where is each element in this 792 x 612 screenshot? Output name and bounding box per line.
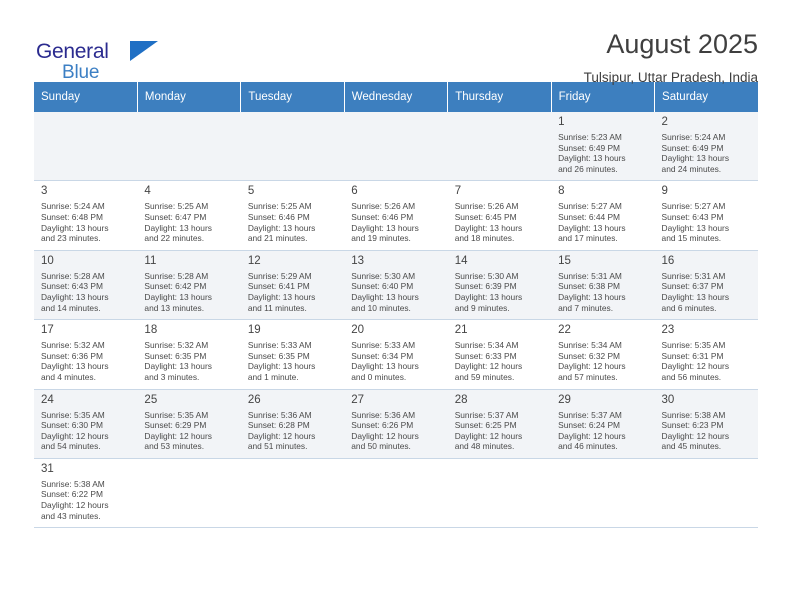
day-info-line: Sunrise: 5:28 AM [41, 270, 105, 281]
day-sun-info [558, 410, 648, 452]
calendar-day-cell [137, 181, 240, 250]
calendar-day-cell [137, 320, 240, 389]
day-sun-info [144, 410, 234, 452]
day-info-line: and 53 minutes. [144, 441, 205, 452]
day-number: 16 [661, 254, 675, 267]
day-info-line: Daylight: 12 hours [454, 361, 523, 372]
day-info-line: and 0 minutes. [351, 371, 407, 382]
calendar-day-cell [241, 250, 344, 319]
day-info-line: Daylight: 13 hours [41, 222, 109, 233]
day-info-line: and 57 minutes. [558, 371, 618, 382]
calendar-day-cell [551, 320, 654, 389]
day-info-line: Sunset: 6:42 PM [144, 281, 207, 292]
sunrise-sunset-calendar [34, 82, 758, 528]
day-info-line: Sunrise: 5:30 AM [454, 270, 519, 281]
day-info-line: Sunrise: 5:38 AM [661, 409, 726, 420]
day-info-line: Sunrise: 5:32 AM [144, 340, 209, 351]
day-info-line: Daylight: 12 hours [454, 430, 523, 441]
calendar-week-row [34, 458, 758, 527]
day-info-line: Daylight: 13 hours [351, 222, 419, 233]
day-info-line: Sunrise: 5:38 AM [41, 478, 105, 489]
day-number: 4 [144, 185, 151, 198]
day-number: 20 [351, 324, 365, 337]
day-info-line: and 51 minutes. [247, 441, 308, 452]
day-info-line: Sunset: 6:22 PM [41, 489, 103, 500]
day-number: 10 [41, 254, 54, 267]
day-sun-info [248, 340, 338, 382]
day-info-line: Sunrise: 5:37 AM [558, 409, 622, 420]
title-block [164, 28, 758, 88]
day-number: 12 [247, 254, 261, 267]
calendar-day-cell [551, 250, 654, 319]
day-info-line: Daylight: 13 hours [144, 222, 212, 233]
day-info-line: Daylight: 13 hours [144, 361, 212, 372]
day-info-line: Sunrise: 5:24 AM [661, 132, 726, 142]
day-sun-info [662, 271, 752, 313]
day-info-line: and 59 minutes. [454, 371, 515, 382]
day-info-line: Daylight: 13 hours [661, 153, 730, 164]
day-info-line: Daylight: 13 hours [558, 222, 626, 233]
day-sun-info [662, 410, 752, 452]
day-number: 2 [661, 116, 668, 128]
day-sun-info [351, 201, 441, 243]
day-number: 26 [247, 393, 261, 406]
day-sun-info [41, 410, 131, 452]
day-info-line: Sunrise: 5:27 AM [661, 201, 726, 212]
day-number: 8 [558, 185, 565, 198]
weekday-header-thursday: Thursday [448, 82, 551, 112]
day-info-line: and 56 minutes. [661, 371, 722, 382]
weekday-header-sunday: Sunday [34, 82, 137, 112]
calendar-day-cell [137, 250, 240, 319]
day-sun-info [41, 201, 131, 243]
calendar-cell-empty [344, 112, 447, 181]
calendar-cell-empty [34, 112, 137, 181]
day-sun-info [662, 201, 752, 243]
day-number: 18 [144, 324, 158, 337]
day-info-line: Sunset: 6:46 PM [351, 211, 414, 222]
day-info-line: Sunrise: 5:35 AM [41, 409, 105, 420]
day-sun-info [351, 340, 441, 382]
day-sun-info [351, 410, 441, 452]
day-number: 22 [558, 324, 571, 337]
day-info-line: Sunset: 6:24 PM [558, 420, 621, 431]
calendar-week-row [34, 389, 758, 458]
day-info-line: Sunset: 6:49 PM [558, 142, 621, 153]
day-info-line: Sunset: 6:43 PM [661, 211, 724, 222]
day-info-line: and 1 minute. [247, 371, 299, 382]
day-info-line: Sunrise: 5:33 AM [247, 340, 312, 351]
day-info-line: Sunset: 6:44 PM [558, 211, 621, 222]
day-info-line: Sunrise: 5:29 AM [247, 270, 312, 281]
day-info-line: Sunset: 6:23 PM [661, 420, 724, 431]
day-info-line: Sunrise: 5:26 AM [454, 201, 519, 212]
day-sun-info [558, 132, 648, 174]
day-info-line: Sunset: 6:43 PM [41, 281, 103, 292]
day-number: 23 [661, 324, 675, 337]
day-info-line: Sunset: 6:35 PM [144, 350, 207, 361]
day-info-line: and 6 minutes. [661, 302, 717, 313]
calendar-body [34, 112, 758, 528]
day-number: 9 [661, 185, 668, 198]
day-number: 25 [144, 393, 158, 406]
day-number: 15 [558, 254, 571, 267]
day-info-line: and 48 minutes. [454, 441, 515, 452]
day-info-line: and 43 minutes. [41, 510, 101, 521]
day-number: 30 [661, 393, 675, 406]
calendar-day-cell [34, 181, 137, 250]
day-info-line: and 45 minutes. [661, 441, 722, 452]
day-info-line: Sunset: 6:40 PM [351, 281, 414, 292]
day-info-line: Sunset: 6:45 PM [454, 211, 517, 222]
location-subtitle: Tulsipur, Uttar Pradesh, India [583, 70, 758, 85]
weekday-header-tuesday: Tuesday [241, 82, 344, 112]
day-number: 27 [351, 393, 365, 406]
day-info-line: Sunset: 6:47 PM [144, 211, 207, 222]
day-info-line: Daylight: 12 hours [661, 361, 730, 372]
calendar-cell-empty [241, 458, 344, 527]
day-sun-info [455, 271, 545, 313]
day-info-line: Sunrise: 5:26 AM [351, 201, 416, 212]
day-info-line: and 3 minutes. [144, 371, 200, 382]
weekday-header-wednesday: Wednesday [344, 82, 447, 112]
day-info-line: Daylight: 13 hours [144, 291, 212, 302]
day-number: 31 [41, 462, 54, 475]
calendar-day-cell [241, 389, 344, 458]
day-info-line: Daylight: 13 hours [351, 291, 419, 302]
calendar-day-cell [655, 112, 758, 181]
day-info-line: and 54 minutes. [41, 441, 101, 452]
weekday-header-saturday: Saturday [655, 82, 758, 112]
calendar-day-cell [137, 389, 240, 458]
day-info-line: Daylight: 13 hours [661, 222, 730, 233]
day-info-line: Sunrise: 5:25 AM [247, 201, 312, 212]
day-info-line: Sunset: 6:41 PM [247, 281, 310, 292]
calendar-week-row [34, 250, 758, 319]
day-info-line: Sunset: 6:32 PM [558, 350, 621, 361]
day-info-line: and 9 minutes. [454, 302, 510, 313]
day-info-line: Sunrise: 5:34 AM [454, 340, 519, 351]
calendar-day-cell [551, 181, 654, 250]
day-info-line: and 22 minutes. [144, 233, 205, 244]
day-info-line: Sunset: 6:25 PM [454, 420, 517, 431]
day-info-line: Daylight: 12 hours [247, 430, 316, 441]
day-info-line: Sunrise: 5:34 AM [558, 340, 622, 351]
calendar-week-row [34, 320, 758, 389]
calendar-cell-empty [448, 458, 551, 527]
day-info-line: Sunset: 6:39 PM [454, 281, 517, 292]
day-info-line: and 7 minutes. [558, 302, 614, 313]
calendar-day-cell [448, 389, 551, 458]
calendar-day-cell [34, 250, 137, 319]
day-info-line: and 19 minutes. [351, 233, 411, 244]
day-sun-info [41, 340, 131, 382]
day-info-line: Daylight: 13 hours [41, 291, 109, 302]
calendar-cell-empty [241, 112, 344, 181]
day-info-line: Sunset: 6:26 PM [351, 420, 414, 431]
day-info-line: Daylight: 12 hours [351, 430, 419, 441]
day-sun-info [455, 201, 545, 243]
calendar-day-cell [241, 181, 344, 250]
calendar-cell-empty [137, 458, 240, 527]
day-info-line: Sunrise: 5:25 AM [144, 201, 209, 212]
day-info-line: Sunset: 6:48 PM [41, 211, 103, 222]
page-header [34, 0, 758, 85]
day-info-line: and 10 minutes. [351, 302, 411, 313]
day-info-line: and 24 minutes. [661, 163, 722, 174]
day-info-line: Daylight: 12 hours [41, 430, 109, 441]
day-info-line: Daylight: 13 hours [661, 291, 730, 302]
day-info-line: Sunset: 6:46 PM [247, 211, 310, 222]
calendar-day-cell [655, 320, 758, 389]
day-info-line: Sunrise: 5:31 AM [558, 270, 622, 281]
logo-text-blue: Blue [62, 62, 100, 83]
day-info-line: Sunset: 6:31 PM [661, 350, 724, 361]
weekday-header-monday: Monday [137, 82, 240, 112]
calendar-day-cell [551, 112, 654, 181]
day-sun-info [248, 201, 338, 243]
day-info-line: Sunrise: 5:30 AM [351, 270, 416, 281]
day-number: 19 [247, 324, 261, 337]
day-info-line: Daylight: 13 hours [247, 222, 316, 233]
calendar-cell-empty [137, 112, 240, 181]
day-number: 11 [144, 254, 157, 267]
day-info-line: and 46 minutes. [558, 441, 618, 452]
day-info-line: Sunset: 6:36 PM [41, 350, 103, 361]
day-info-line: Sunrise: 5:28 AM [144, 270, 209, 281]
day-sun-info [455, 410, 545, 452]
day-info-line: and 15 minutes. [661, 233, 722, 244]
day-number: 13 [351, 254, 365, 267]
day-info-line: Sunrise: 5:23 AM [558, 132, 622, 142]
day-sun-info [41, 479, 131, 521]
day-sun-info [248, 410, 338, 452]
day-number: 7 [454, 185, 462, 198]
day-info-line: Sunrise: 5:35 AM [144, 409, 209, 420]
day-number: 6 [351, 185, 358, 198]
day-number: 3 [41, 185, 48, 198]
day-info-line: Daylight: 13 hours [351, 361, 419, 372]
calendar-cell-empty [344, 458, 447, 527]
day-info-line: Daylight: 13 hours [454, 291, 523, 302]
day-info-line: and 13 minutes. [144, 302, 205, 313]
calendar-day-cell [34, 320, 137, 389]
calendar-cell-empty [551, 458, 654, 527]
day-info-line: and 50 minutes. [351, 441, 411, 452]
day-info-line: Daylight: 13 hours [558, 153, 626, 164]
day-sun-info [662, 132, 752, 174]
day-info-line: Daylight: 12 hours [661, 430, 730, 441]
calendar-week-row [34, 181, 758, 250]
day-sun-info [144, 201, 234, 243]
day-sun-info [558, 201, 648, 243]
day-info-line: Sunrise: 5:31 AM [661, 270, 726, 281]
calendar-day-cell [344, 320, 447, 389]
calendar-day-cell [34, 458, 137, 527]
day-sun-info [41, 271, 131, 313]
day-sun-info [351, 271, 441, 313]
generalblue-logo [34, 28, 164, 83]
day-sun-info [662, 340, 752, 382]
day-number: 14 [454, 254, 468, 267]
day-info-line: and 17 minutes. [558, 233, 618, 244]
calendar-day-cell [448, 181, 551, 250]
calendar-day-cell [241, 320, 344, 389]
calendar-day-cell [344, 250, 447, 319]
day-number: 5 [247, 185, 255, 198]
calendar-cell-empty [448, 112, 551, 181]
day-info-line: Daylight: 13 hours [558, 291, 626, 302]
day-info-line: and 23 minutes. [41, 233, 101, 244]
day-info-line: Sunrise: 5:32 AM [41, 340, 105, 351]
day-number: 1 [558, 116, 565, 128]
calendar-day-cell [344, 389, 447, 458]
day-info-line: and 26 minutes. [558, 163, 618, 174]
weekday-header-friday: Friday [551, 82, 654, 112]
day-info-line: Daylight: 12 hours [558, 430, 626, 441]
day-info-line: Sunrise: 5:36 AM [247, 409, 312, 420]
day-info-line: and 11 minutes. [247, 302, 307, 313]
day-info-line: Sunrise: 5:36 AM [351, 409, 416, 420]
day-info-line: Sunrise: 5:35 AM [661, 340, 726, 351]
day-info-line: Daylight: 12 hours [558, 361, 626, 372]
calendar-day-cell [655, 250, 758, 319]
calendar-day-cell [34, 389, 137, 458]
day-info-line: Sunset: 6:34 PM [351, 350, 414, 361]
day-info-line: Daylight: 13 hours [247, 361, 316, 372]
day-info-line: Sunset: 6:33 PM [454, 350, 517, 361]
day-sun-info [144, 340, 234, 382]
day-number: 28 [454, 393, 468, 406]
day-number: 17 [41, 324, 54, 337]
calendar-day-cell [344, 181, 447, 250]
day-number: 24 [41, 393, 54, 406]
day-info-line: Daylight: 13 hours [454, 222, 523, 233]
day-info-line: Sunset: 6:28 PM [247, 420, 310, 431]
page-title: August 2025 [606, 29, 758, 59]
day-info-line: and 4 minutes. [41, 371, 96, 382]
day-info-line: Sunset: 6:30 PM [41, 420, 103, 431]
day-info-line: Daylight: 13 hours [247, 291, 316, 302]
day-info-line: Sunrise: 5:33 AM [351, 340, 416, 351]
day-info-line: and 18 minutes. [454, 233, 515, 244]
calendar-cell-empty [655, 458, 758, 527]
calendar-day-cell [655, 389, 758, 458]
day-sun-info [558, 271, 648, 313]
day-sun-info [248, 271, 338, 313]
day-info-line: Sunset: 6:49 PM [661, 142, 724, 153]
calendar-week-row [34, 112, 758, 181]
day-info-line: Sunset: 6:35 PM [247, 350, 310, 361]
day-sun-info [144, 271, 234, 313]
calendar-day-cell [448, 320, 551, 389]
day-info-line: Daylight: 12 hours [144, 430, 212, 441]
day-info-line: Sunset: 6:37 PM [661, 281, 724, 292]
day-number: 21 [454, 324, 468, 337]
day-info-line: Sunset: 6:38 PM [558, 281, 621, 292]
calendar-day-cell [655, 181, 758, 250]
day-sun-info [455, 340, 545, 382]
day-info-line: and 21 minutes. [247, 233, 308, 244]
day-info-line: Sunset: 6:29 PM [144, 420, 207, 431]
day-number: 29 [558, 393, 571, 406]
day-info-line: and 14 minutes. [41, 302, 101, 313]
calendar-day-cell [551, 389, 654, 458]
calendar-day-cell [448, 250, 551, 319]
day-info-line: Sunrise: 5:37 AM [454, 409, 519, 420]
logo-text-general: General [36, 40, 109, 63]
day-info-line: Sunrise: 5:24 AM [41, 201, 105, 212]
day-sun-info [558, 340, 648, 382]
day-info-line: Daylight: 12 hours [41, 500, 109, 511]
day-info-line: Sunrise: 5:27 AM [558, 201, 622, 212]
day-info-line: Daylight: 13 hours [41, 361, 109, 372]
triangle-flag-icon [130, 41, 158, 61]
